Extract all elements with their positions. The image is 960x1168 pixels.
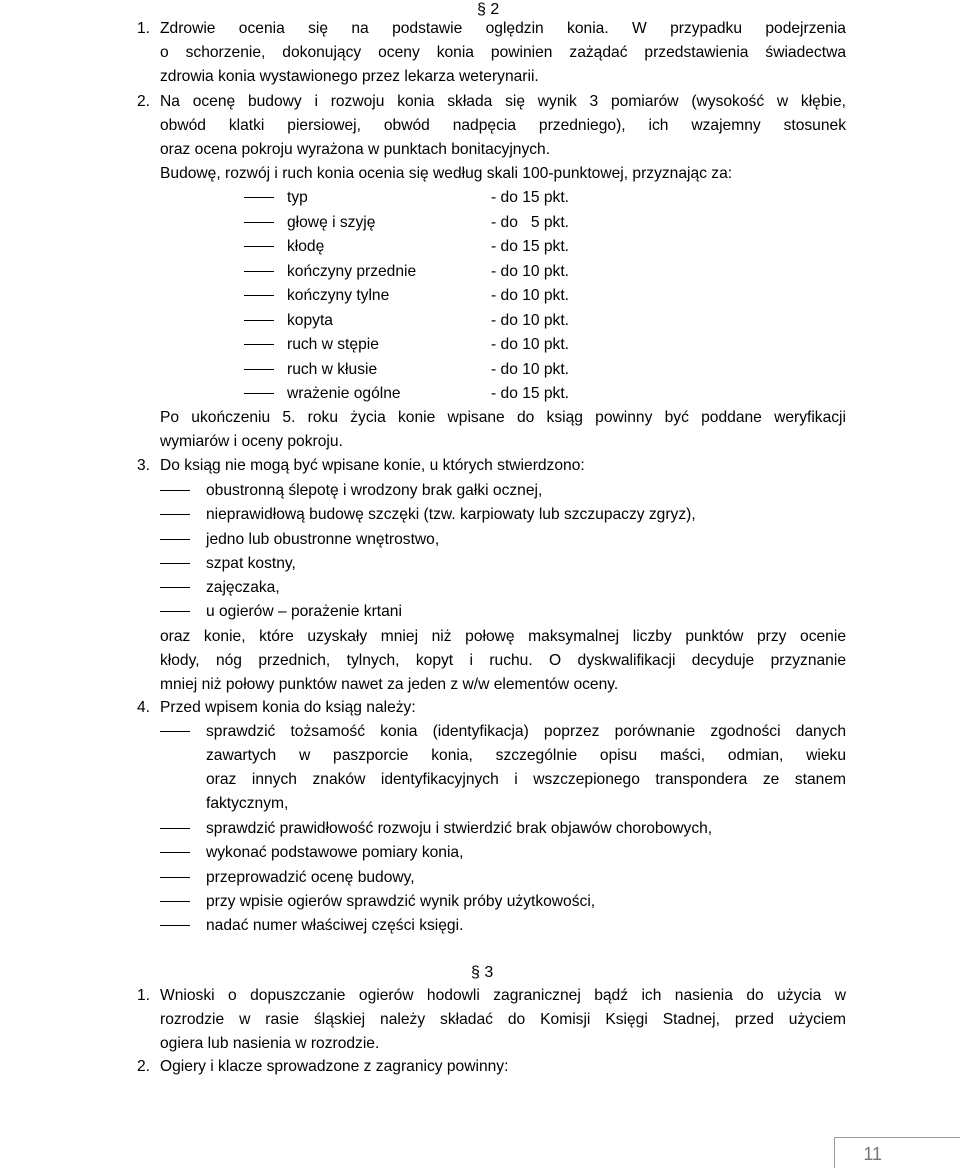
p2-1-number: 1. xyxy=(137,20,151,37)
score-value: - do 10 pkt. xyxy=(491,311,570,329)
score-value: - do 15 pkt. xyxy=(491,385,570,402)
p3-2-number: 2. xyxy=(137,1058,151,1075)
list-item-text xyxy=(206,720,846,816)
text-line: oraz ocena pokroju wyrażona w punktach bonitacyjnych. xyxy=(160,141,551,158)
dash-bullet xyxy=(160,731,190,732)
dash-bullet xyxy=(244,369,274,370)
list-item xyxy=(160,914,846,938)
list-item xyxy=(160,479,846,503)
text-line: Zdrowie ocenia się na podstawie oględzin konia. W przypadku podejrzenia xyxy=(160,20,846,37)
dash-bullet xyxy=(160,490,190,491)
score-label: kończyny tylne xyxy=(287,287,390,304)
score-item xyxy=(160,284,846,309)
dash-bullet xyxy=(244,197,274,198)
list-item xyxy=(160,503,846,527)
p2-3-intro xyxy=(160,454,846,478)
list-item-text: obustronną ślepotę i wrodzony brak gałki ocznej, xyxy=(206,482,543,499)
score-value: - do 10 pkt. xyxy=(491,336,570,353)
text-line: Przed wpisem konia do ksiąg należy: xyxy=(160,699,416,716)
list-item xyxy=(160,528,846,552)
dash-bullet xyxy=(244,246,274,247)
text-line: zawartych w paszporcie konia, szczególnie opisu maści, odmian, wieku xyxy=(206,747,846,764)
score-value: - do 10 pkt. xyxy=(491,360,570,378)
score-value: - do 5 pkt. xyxy=(491,213,570,231)
list-item-text: przy wpisie ogierów sprawdzić wynik próby użytkowości, xyxy=(206,892,596,910)
p2-2-text xyxy=(160,90,846,186)
text-line: Na ocenę budowy i rozwoju konia składa się wynik 3 pomiarów (wysokość w kłębie, xyxy=(160,93,846,110)
disqualification-list xyxy=(160,479,846,625)
dash-bullet xyxy=(160,563,190,564)
score-value: - do 10 pkt. xyxy=(491,287,570,304)
text-line: oraz innych znaków identyfikacyjnych i wszczepionego transpondera ze stanem xyxy=(206,771,846,788)
score-item xyxy=(160,333,846,358)
section-mark-2: § 2 xyxy=(477,1,500,18)
score-label: kłodę xyxy=(287,238,325,255)
p2-3-number: 3. xyxy=(137,457,151,474)
p2-2-after xyxy=(160,406,846,454)
text-line: Po ukończeniu 5. roku życia konie wpisane do ksiąg powinny być poddane weryfikacji xyxy=(160,409,846,426)
p2-3-after xyxy=(160,625,846,697)
p2-1-text xyxy=(160,17,846,89)
scale-intro: Budowę, rozwój i ruch konia ocenia się według skali 100-punktowej, przyznając za: xyxy=(160,165,733,182)
list-item-text: wykonać podstawowe pomiary konia, xyxy=(206,844,464,862)
text-line: obwód klatki piersiowej, obwód nadpęcia przedniego), ich wzajemny stosunek xyxy=(160,117,846,134)
dash-bullet xyxy=(244,320,274,321)
text-line: zdrowia konia wystawionego przez lekarza weterynarii. xyxy=(160,68,539,85)
text-line: rozrodzie w rasie śląskiej należy składać do Komisji Księgi Stadnej, przed użyciem xyxy=(160,1011,846,1028)
dash-bullet xyxy=(244,271,274,272)
dash-bullet xyxy=(244,222,274,223)
list-item-text: przeprowadzić ocenę budowy, xyxy=(206,868,415,886)
score-value: - do 10 pkt. xyxy=(491,262,570,280)
score-value: - do 15 pkt. xyxy=(491,189,570,206)
text-line: kłody, nóg przednich, tylnych, kopyt i ruchu. O dyskwalifikacji decyduje przyznanie xyxy=(160,652,846,669)
score-item xyxy=(160,358,846,383)
list-item xyxy=(160,720,846,817)
dash-bullet xyxy=(160,539,190,540)
text-line: Wnioski o dopuszczanie ogierów hodowli zagranicznej bądź ich nasienia do użycia w xyxy=(160,987,846,1004)
dash-bullet xyxy=(160,877,190,878)
score-item xyxy=(160,260,846,285)
score-label: kopyta xyxy=(287,311,333,329)
text-line: Do ksiąg nie mogą być wpisane konie, u których stwierdzono: xyxy=(160,457,585,474)
list-item xyxy=(160,866,846,890)
p3-2-text xyxy=(160,1055,846,1079)
list-item-text: u ogierów – porażenie krtani xyxy=(206,603,402,621)
text-line: sprawdzić tożsamość konia (identyfikacja) poprzez porównanie zgodności danych xyxy=(206,723,846,740)
p3-1-text xyxy=(160,984,846,1056)
list-item-text: sprawdzić prawidłowość rozwoju i stwierdzić brak objawów chorobowych, xyxy=(206,820,713,837)
score-list xyxy=(160,186,846,407)
text-line: o schorzenie, dokonujący oceny konia powinien zażądać przedstawienia świadectwa xyxy=(160,44,846,61)
list-item xyxy=(160,817,846,841)
text-line: mniej niż połowy punktów nawet za jeden z w/w elementów oceny. xyxy=(160,676,619,693)
text-line: oraz konie, które uzyskały mniej niż połowę maksymalnej liczby punktów przy ocenie xyxy=(160,628,846,645)
dash-bullet xyxy=(160,852,190,853)
text-line: Ogiery i klacze sprowadzone z zagranicy powinny: xyxy=(160,1058,509,1075)
score-item xyxy=(160,309,846,334)
list-item xyxy=(160,841,846,865)
dash-bullet xyxy=(160,901,190,902)
list-item xyxy=(160,890,846,914)
text-line: ogiera lub nasienia w rozrodzie. xyxy=(160,1035,380,1052)
page-number-box xyxy=(834,1137,960,1168)
dash-bullet xyxy=(160,828,190,829)
dash-bullet xyxy=(244,344,274,345)
score-label: wrażenie ogólne xyxy=(287,385,401,402)
text-line: faktycznym, xyxy=(206,795,289,812)
p3-1-number: 1. xyxy=(137,987,151,1004)
score-item xyxy=(160,211,846,236)
list-item-text: nadać numer właściwej części księgi. xyxy=(206,917,464,935)
score-item xyxy=(160,382,846,407)
page-number: 11 xyxy=(863,1144,882,1164)
score-label: ruch w kłusie xyxy=(287,360,378,378)
list-item-text: szpat kostny, xyxy=(206,554,296,572)
dash-bullet xyxy=(160,587,190,588)
list-item-text: zajęczaka, xyxy=(206,579,280,597)
score-label: głowę i szyję xyxy=(287,213,376,231)
score-label: kończyny przednie xyxy=(287,262,417,280)
dash-bullet xyxy=(244,393,274,394)
list-item-text: jedno lub obustronne wnętrostwo, xyxy=(206,530,440,548)
p2-4-number: 4. xyxy=(137,699,151,716)
score-value: - do 15 pkt. xyxy=(491,238,570,255)
score-item xyxy=(160,186,846,211)
registration-list xyxy=(160,720,846,938)
list-item xyxy=(160,576,846,600)
dash-bullet xyxy=(160,611,190,612)
dash-bullet xyxy=(160,514,190,515)
score-label: typ xyxy=(287,189,308,206)
section-mark-3: § 3 xyxy=(471,964,494,981)
p2-4-intro xyxy=(160,696,846,720)
list-item xyxy=(160,600,846,624)
text-line: wymiarów i oceny pokroju. xyxy=(160,433,343,450)
score-item xyxy=(160,235,846,260)
dash-bullet xyxy=(244,295,274,296)
score-label: ruch w stępie xyxy=(287,336,379,353)
dash-bullet xyxy=(160,925,190,926)
list-item-text: nieprawidłową budowę szczęki (tzw. karpiowaty lub szczupaczy zgryz), xyxy=(206,506,696,524)
p2-2-number: 2. xyxy=(137,93,151,110)
list-item xyxy=(160,552,846,576)
